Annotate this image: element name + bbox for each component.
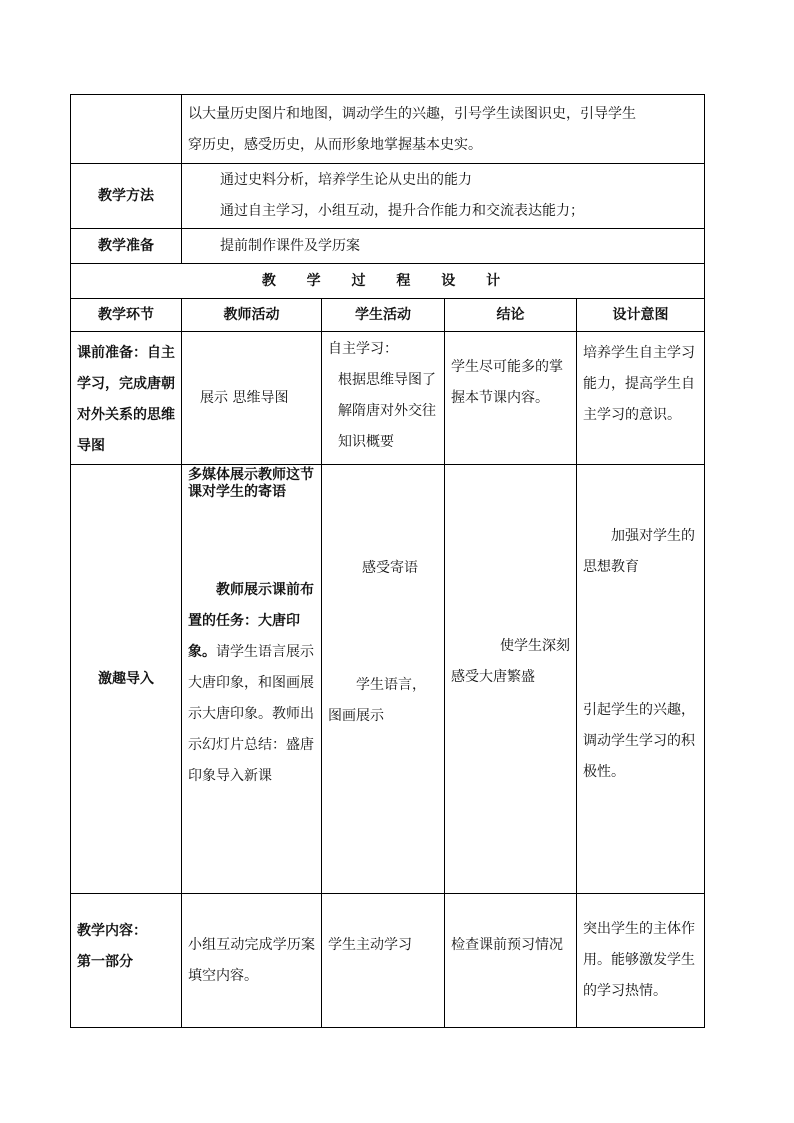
lesson-plan-page	[70, 94, 704, 1028]
row1-student	[322, 332, 445, 465]
process-title	[71, 264, 705, 299]
row3-stage-line-1: 教学内容：	[77, 923, 147, 939]
lesson-plan-table	[70, 94, 705, 1028]
row1-teacher: 展示 思维导图	[182, 332, 322, 465]
row2-teacher-rest: 请学生语言展示大唐印象，和图画展示大唐印象。教师出示幻灯片总结：盛唐印象导入新课	[188, 644, 314, 784]
method-label: 教学方法	[71, 164, 182, 229]
row2-conclusion-text: 使学生深刻感受大唐繁盛	[451, 638, 570, 685]
row2-teacher-part-1: 多媒体展示教师这节课对学生的寄语	[188, 467, 314, 500]
row3-stage-line-2: 第一部分	[77, 954, 133, 970]
row2-student	[322, 465, 445, 894]
objective-line-1: 以大量历史图片和地图，调动学生的兴趣，引号学生读图识史，引导学生	[188, 106, 636, 122]
row3-teacher: 小组互动完成学历案填空内容。	[182, 894, 322, 1028]
table-row	[71, 894, 705, 1028]
header-student: 学生活动	[322, 299, 445, 332]
process-title-text: 教 学 过 程 设 计	[261, 272, 514, 289]
row1-conclusion: 学生尽可能多的掌握本节课内容。	[445, 332, 577, 465]
row2-intent	[577, 465, 705, 894]
row1-stage: 课前准备：自主学习，完成唐朝对外关系的思维导图	[71, 332, 182, 465]
objective-row	[71, 95, 705, 164]
row2-student-line-1: 感受寄语	[362, 560, 418, 576]
method-row	[71, 164, 705, 229]
table-row	[71, 465, 705, 894]
prep-label: 教学准备	[71, 229, 182, 264]
table-row	[71, 332, 705, 465]
process-header-row	[71, 299, 705, 332]
row2-conclusion	[445, 465, 577, 894]
row3-stage	[71, 894, 182, 1028]
objective-line-2: 穿历史，感受历史，从而形象地掌握基本史实。	[188, 137, 482, 153]
method-cell	[182, 164, 705, 229]
process-title-row	[71, 264, 705, 299]
objective-cell	[182, 95, 705, 164]
row3-conclusion: 检查课前预习情况	[445, 894, 577, 1028]
row2-student-line-2: 学生语言，图画展示	[328, 677, 426, 724]
row1-student-line-1: 自主学习：	[328, 341, 398, 357]
prep-row	[71, 229, 705, 264]
row2-intent-part-2: 引起学生的兴趣，调动学生学习的积极性。	[583, 702, 695, 780]
row2-teacher-part-2	[188, 575, 315, 792]
row1-intent: 培养学生自主学习能力，提高学生自主学习的意识。	[577, 332, 705, 465]
row1-student-line-2: 根据思维导图了解隋唐对外交往知识概要	[338, 372, 436, 450]
objective-label-cell	[71, 95, 182, 164]
row3-student: 学生主动学习	[322, 894, 445, 1028]
header-teacher: 教师活动	[182, 299, 322, 332]
method-line-1: 通过史料分析，培养学生论从史出的能力	[220, 172, 472, 188]
header-intent: 设计意图	[577, 299, 705, 332]
row2-teacher-task: 教师展示课前布置的任务：大唐印象。	[188, 582, 314, 660]
header-conclusion: 结论	[445, 299, 577, 332]
row2-teacher	[182, 465, 322, 894]
method-line-2: 通过自主学习，小组互动，提升合作能力和交流表达能力；	[220, 203, 584, 219]
row2-stage: 激趣导入	[71, 465, 182, 894]
header-stage: 教学环节	[71, 299, 182, 332]
prep-text: 提前制作课件及学历案	[182, 229, 705, 264]
row3-intent: 突出学生的主体作用。能够激发学生的学习热情。	[577, 894, 705, 1028]
row2-intent-part-1: 加强对学生的思想教育	[583, 528, 695, 575]
